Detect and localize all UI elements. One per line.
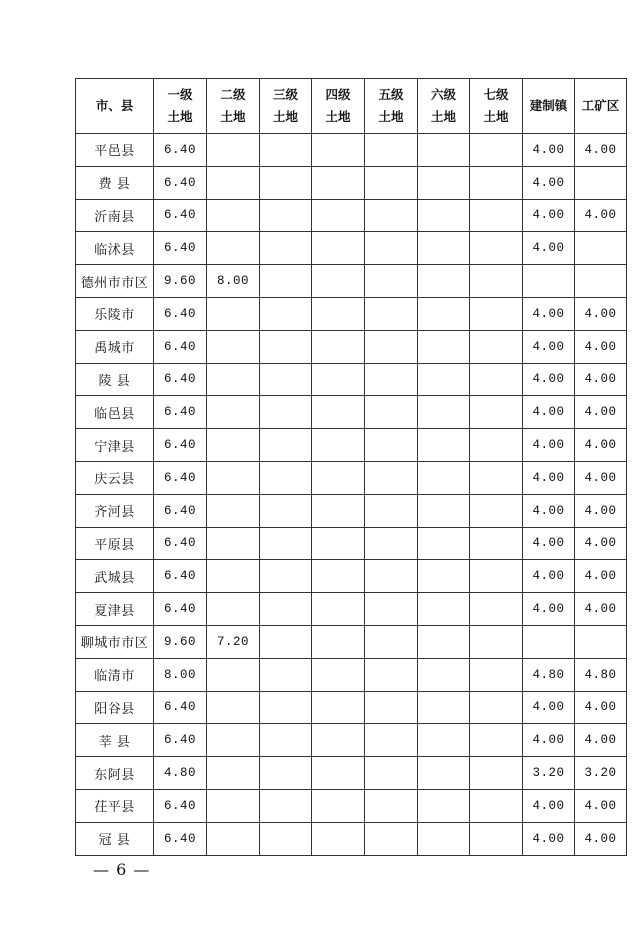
rate-cell [365, 724, 418, 757]
rate-cell: 6.40 [154, 494, 207, 527]
rate-cell [207, 297, 260, 330]
rate-cell [470, 560, 523, 593]
rate-cell [470, 593, 523, 626]
rate-cell [260, 429, 312, 462]
rate-cell [418, 297, 470, 330]
column-header [154, 79, 207, 134]
rate-cell: 3.20 [575, 757, 627, 790]
rate-cell [418, 691, 470, 724]
rate-cell: 4.00 [523, 134, 575, 167]
rate-cell: 6.40 [154, 134, 207, 167]
rate-cell [260, 625, 312, 658]
region-cell: 临邑县 [76, 396, 154, 429]
region-cell: 莘 县 [76, 724, 154, 757]
rate-cell [365, 691, 418, 724]
rate-cell [312, 330, 365, 363]
tax-rate-table-sheet [75, 78, 625, 856]
rate-cell [312, 822, 365, 855]
rate-cell [312, 134, 365, 167]
header-row [76, 79, 627, 134]
region-cell: 武城县 [76, 560, 154, 593]
rate-cell: 6.40 [154, 822, 207, 855]
table-row [76, 494, 627, 527]
rate-cell [260, 494, 312, 527]
rate-cell: 6.40 [154, 330, 207, 363]
rate-cell [260, 560, 312, 593]
rate-cell: 6.40 [154, 560, 207, 593]
rate-cell: 6.40 [154, 461, 207, 494]
rate-cell [312, 658, 365, 691]
rate-cell [260, 363, 312, 396]
rate-cell: 6.40 [154, 691, 207, 724]
table-row [76, 396, 627, 429]
column-header [76, 79, 154, 134]
rate-cell: 4.00 [523, 297, 575, 330]
table-body [76, 134, 627, 856]
rate-cell [365, 363, 418, 396]
rate-cell [207, 757, 260, 790]
rate-cell [207, 560, 260, 593]
rate-cell [365, 232, 418, 265]
rate-cell: 4.00 [523, 363, 575, 396]
rate-cell [207, 724, 260, 757]
rate-cell: 4.00 [575, 593, 627, 626]
rate-cell [312, 429, 365, 462]
region-cell: 平邑县 [76, 134, 154, 167]
rate-cell: 6.40 [154, 724, 207, 757]
rate-cell [470, 658, 523, 691]
table-row [76, 757, 627, 790]
rate-cell [418, 232, 470, 265]
rate-cell [312, 232, 365, 265]
rate-cell [312, 625, 365, 658]
rate-cell [365, 593, 418, 626]
rate-cell: 6.40 [154, 166, 207, 199]
rate-cell [260, 396, 312, 429]
region-cell: 临清市 [76, 658, 154, 691]
table-row [76, 822, 627, 855]
rate-cell [312, 560, 365, 593]
region-cell: 沂南县 [76, 199, 154, 232]
rate-cell [260, 232, 312, 265]
column-header-line2: 土地 [220, 109, 246, 124]
page-number: — 6 — [93, 860, 151, 879]
rate-cell [260, 134, 312, 167]
table-header [76, 79, 627, 134]
rate-cell [470, 265, 523, 298]
rate-cell: 4.00 [575, 134, 627, 167]
region-cell: 阳谷县 [76, 691, 154, 724]
rate-cell [470, 757, 523, 790]
rate-cell [260, 789, 312, 822]
rate-cell: 6.40 [154, 789, 207, 822]
rate-cell [260, 461, 312, 494]
rate-cell [418, 396, 470, 429]
rate-cell [418, 199, 470, 232]
rate-cell: 4.00 [523, 822, 575, 855]
table-row [76, 166, 627, 199]
rate-cell: 4.00 [575, 822, 627, 855]
table-row [76, 724, 627, 757]
rate-cell [207, 134, 260, 167]
rate-cell [470, 691, 523, 724]
rate-cell [523, 265, 575, 298]
column-header-line2: 土地 [483, 109, 509, 124]
rate-cell: 4.00 [575, 691, 627, 724]
rate-cell: 6.40 [154, 593, 207, 626]
rate-cell [312, 363, 365, 396]
rate-cell [312, 593, 365, 626]
column-header [470, 79, 523, 134]
rate-cell [470, 789, 523, 822]
rate-cell [470, 461, 523, 494]
rate-cell [312, 166, 365, 199]
rate-cell [365, 134, 418, 167]
rate-cell [418, 724, 470, 757]
column-header [575, 79, 627, 134]
rate-cell: 4.00 [575, 363, 627, 396]
rate-cell: 4.00 [575, 461, 627, 494]
rate-cell [365, 396, 418, 429]
rate-cell: 4.00 [523, 429, 575, 462]
column-header-line2: 土地 [325, 109, 351, 124]
column-header-line2: 土地 [430, 109, 456, 124]
rate-cell: 4.00 [523, 789, 575, 822]
rate-cell [312, 199, 365, 232]
rate-cell [470, 822, 523, 855]
table-row [76, 691, 627, 724]
rate-cell [418, 461, 470, 494]
rate-cell: 4.00 [523, 724, 575, 757]
rate-cell: 4.00 [523, 560, 575, 593]
table-row [76, 363, 627, 396]
rate-cell: 4.00 [523, 166, 575, 199]
table-row [76, 527, 627, 560]
rate-cell [207, 527, 260, 560]
column-header-line1: 六级 [430, 87, 456, 102]
rate-cell [470, 724, 523, 757]
rate-cell: 4.80 [575, 658, 627, 691]
rate-cell: 6.40 [154, 363, 207, 396]
column-header-line1: 三级 [272, 87, 298, 102]
rate-cell [207, 461, 260, 494]
rate-cell [365, 461, 418, 494]
region-cell: 禹城市 [76, 330, 154, 363]
rate-cell: 4.00 [523, 199, 575, 232]
rate-cell: 4.00 [523, 330, 575, 363]
rate-cell [418, 265, 470, 298]
rate-cell [575, 232, 627, 265]
rate-cell [575, 166, 627, 199]
rate-cell [365, 789, 418, 822]
table-row [76, 265, 627, 298]
rate-cell [365, 199, 418, 232]
rate-cell: 4.00 [523, 593, 575, 626]
rate-cell [312, 789, 365, 822]
rate-cell [365, 658, 418, 691]
rate-cell [260, 822, 312, 855]
region-cell: 费 县 [76, 166, 154, 199]
rate-cell: 4.00 [575, 330, 627, 363]
rate-cell [470, 330, 523, 363]
rate-cell [207, 789, 260, 822]
region-cell: 庆云县 [76, 461, 154, 494]
rate-cell: 4.00 [523, 461, 575, 494]
rate-cell [470, 527, 523, 560]
column-header [207, 79, 260, 134]
rate-cell [207, 691, 260, 724]
rate-cell [365, 757, 418, 790]
region-cell: 东阿县 [76, 757, 154, 790]
rate-cell [470, 363, 523, 396]
rate-cell [365, 527, 418, 560]
rate-cell [207, 494, 260, 527]
column-header-line1: 四级 [325, 87, 351, 102]
region-cell: 平原县 [76, 527, 154, 560]
rate-cell: 4.00 [523, 527, 575, 560]
land-tax-table [75, 78, 627, 856]
rate-cell: 7.20 [207, 625, 260, 658]
rate-cell: 8.00 [154, 658, 207, 691]
rate-cell [207, 396, 260, 429]
rate-cell [470, 625, 523, 658]
rate-cell: 4.00 [575, 297, 627, 330]
table-row [76, 199, 627, 232]
rate-cell [365, 429, 418, 462]
rate-cell [312, 494, 365, 527]
rate-cell: 6.40 [154, 527, 207, 560]
rate-cell [312, 724, 365, 757]
region-cell: 齐河县 [76, 494, 154, 527]
rate-cell [470, 396, 523, 429]
rate-cell [418, 593, 470, 626]
column-header-line2: 土地 [167, 109, 193, 124]
rate-cell [207, 330, 260, 363]
column-header-line1: 工矿区 [581, 98, 620, 113]
rate-cell: 4.00 [523, 232, 575, 265]
rate-cell [260, 757, 312, 790]
rate-cell [523, 625, 575, 658]
rate-cell [207, 232, 260, 265]
rate-cell [418, 757, 470, 790]
column-header [523, 79, 575, 134]
rate-cell: 4.00 [523, 691, 575, 724]
rate-cell: 8.00 [207, 265, 260, 298]
rate-cell [470, 232, 523, 265]
column-header-line1: 市、县 [95, 98, 134, 113]
column-header-line1: 一级 [167, 87, 193, 102]
table-row [76, 625, 627, 658]
table-row [76, 297, 627, 330]
rate-cell [260, 658, 312, 691]
rate-cell [207, 822, 260, 855]
column-header-line1: 二级 [220, 87, 246, 102]
rate-cell [312, 461, 365, 494]
column-header-line2: 土地 [378, 109, 404, 124]
table-row [76, 461, 627, 494]
rate-cell [312, 396, 365, 429]
rate-cell [312, 527, 365, 560]
region-cell: 临沭县 [76, 232, 154, 265]
rate-cell [365, 625, 418, 658]
rate-cell [418, 134, 470, 167]
rate-cell [207, 363, 260, 396]
table-row [76, 232, 627, 265]
table-row [76, 658, 627, 691]
rate-cell [470, 429, 523, 462]
rate-cell: 4.00 [575, 789, 627, 822]
rate-cell [260, 527, 312, 560]
rate-cell [418, 789, 470, 822]
rate-cell [470, 134, 523, 167]
rate-cell [260, 593, 312, 626]
column-header-line1: 五级 [378, 87, 404, 102]
rate-cell: 4.80 [154, 757, 207, 790]
rate-cell [260, 724, 312, 757]
rate-cell [260, 199, 312, 232]
rate-cell: 4.00 [575, 494, 627, 527]
region-cell: 夏津县 [76, 593, 154, 626]
rate-cell [260, 330, 312, 363]
table-row [76, 593, 627, 626]
rate-cell [418, 429, 470, 462]
rate-cell [418, 658, 470, 691]
rate-cell [365, 822, 418, 855]
rate-cell [312, 297, 365, 330]
region-cell: 德州市市区 [76, 265, 154, 298]
column-header-line1: 七级 [483, 87, 509, 102]
rate-cell [260, 265, 312, 298]
rate-cell [260, 297, 312, 330]
rate-cell: 4.00 [575, 527, 627, 560]
rate-cell [207, 593, 260, 626]
rate-cell [418, 822, 470, 855]
region-cell: 陵 县 [76, 363, 154, 396]
rate-cell: 4.00 [523, 494, 575, 527]
rate-cell: 4.00 [575, 199, 627, 232]
rate-cell: 6.40 [154, 396, 207, 429]
rate-cell: 4.00 [575, 724, 627, 757]
region-cell: 茌平县 [76, 789, 154, 822]
rate-cell [575, 625, 627, 658]
rate-cell [207, 658, 260, 691]
rate-cell: 4.00 [575, 560, 627, 593]
rate-cell: 9.60 [154, 625, 207, 658]
region-cell: 乐陵市 [76, 297, 154, 330]
rate-cell [418, 625, 470, 658]
rate-cell [207, 199, 260, 232]
rate-cell: 6.40 [154, 199, 207, 232]
rate-cell [470, 199, 523, 232]
rate-cell [260, 166, 312, 199]
rate-cell [470, 297, 523, 330]
table-row [76, 330, 627, 363]
column-header-line2: 土地 [272, 109, 298, 124]
rate-cell: 4.00 [575, 429, 627, 462]
table-row [76, 560, 627, 593]
rate-cell: 6.40 [154, 232, 207, 265]
region-cell: 冠 县 [76, 822, 154, 855]
column-header [260, 79, 312, 134]
rate-cell: 9.60 [154, 265, 207, 298]
rate-cell: 6.40 [154, 297, 207, 330]
rate-cell [418, 166, 470, 199]
rate-cell [312, 691, 365, 724]
rate-cell [418, 560, 470, 593]
rate-cell: 4.00 [523, 396, 575, 429]
column-header-line1: 建制镇 [529, 98, 568, 113]
rate-cell [365, 494, 418, 527]
rate-cell [418, 527, 470, 560]
rate-cell [312, 757, 365, 790]
rate-cell [207, 429, 260, 462]
rate-cell: 3.20 [523, 757, 575, 790]
table-row [76, 789, 627, 822]
rate-cell [207, 166, 260, 199]
rate-cell [365, 330, 418, 363]
rate-cell [365, 560, 418, 593]
rate-cell [260, 691, 312, 724]
rate-cell [418, 330, 470, 363]
rate-cell [418, 494, 470, 527]
rate-cell [470, 494, 523, 527]
table-row [76, 134, 627, 167]
region-cell: 聊城市市区 [76, 625, 154, 658]
region-cell: 宁津县 [76, 429, 154, 462]
rate-cell: 4.80 [523, 658, 575, 691]
rate-cell [365, 265, 418, 298]
column-header [312, 79, 365, 134]
rate-cell [470, 166, 523, 199]
column-header [365, 79, 418, 134]
rate-cell: 6.40 [154, 429, 207, 462]
rate-cell [418, 363, 470, 396]
rate-cell [312, 265, 365, 298]
rate-cell [575, 265, 627, 298]
table-row [76, 429, 627, 462]
rate-cell [365, 297, 418, 330]
rate-cell [365, 166, 418, 199]
column-header [418, 79, 470, 134]
rate-cell: 4.00 [575, 396, 627, 429]
